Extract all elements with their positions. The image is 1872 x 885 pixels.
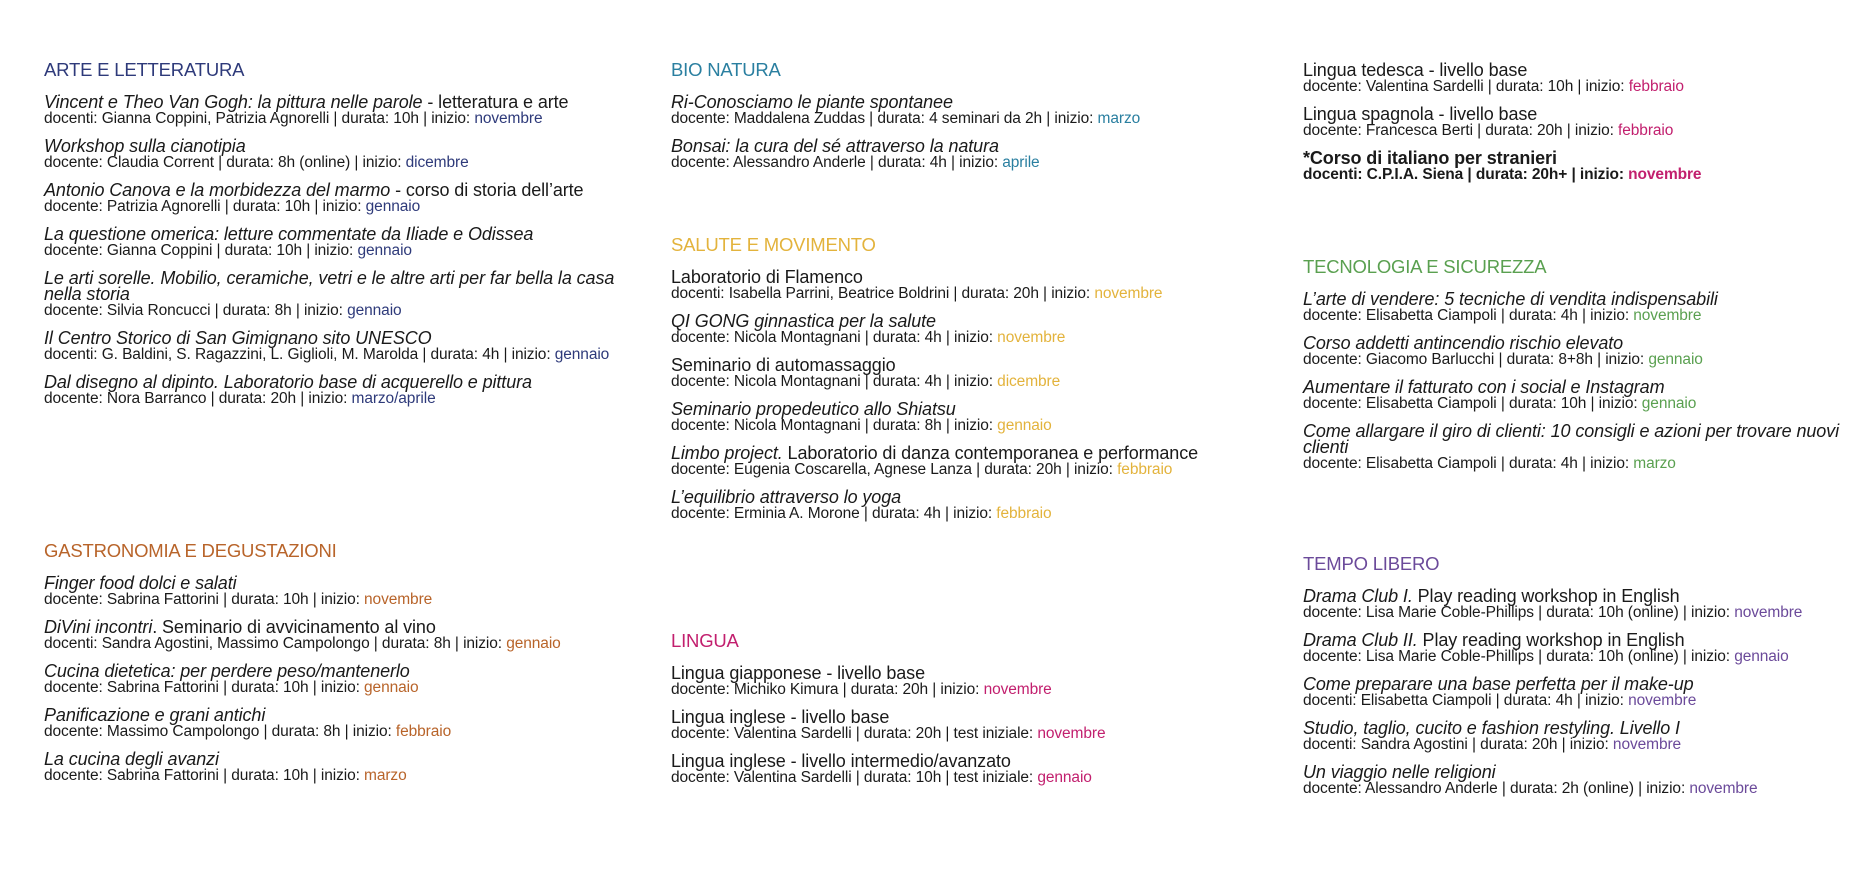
course-meta: docente: Sabrina Fattorini | durata: 10h | inizio: — [44, 767, 365, 784]
course-start: marzo — [364, 767, 407, 784]
course-meta: docente: Valentina Sardelli | durata: 20h | test iniziale: — [671, 725, 1038, 742]
course-start: novembre — [364, 591, 433, 608]
course-title: Un viaggio nelle religioni — [1303, 762, 1496, 782]
course-item — [671, 489, 1261, 523]
course-item — [1303, 632, 1863, 666]
course-item — [671, 665, 1261, 699]
course-item — [44, 751, 634, 785]
course-meta: docente: Alessandro Anderle | durata: 4h | inizio: — [671, 154, 1003, 171]
course-meta: docenti: G. Baldini, S. Ragazzini, L. Giglioli, M. Marolda | durata: 4h | inizio: — [44, 346, 555, 363]
course-meta: docenti: Elisabetta Ciampoli | durata: 4h | inizio: — [1303, 692, 1629, 709]
course-title: Cucina dietetica: per perdere peso/mantenerlo — [44, 661, 410, 681]
section-tempo-libero — [1303, 553, 1863, 808]
course-start: marzo — [1097, 110, 1141, 127]
course-item — [671, 709, 1261, 743]
course-meta: docente: Silvia Roncucci | durata: 8h | inizio: — [44, 302, 348, 319]
course-title: Panificazione e grani antichi — [44, 705, 266, 725]
course-item — [1303, 150, 1863, 184]
course-start: dicembre — [997, 373, 1061, 390]
course-title-suffix: - corso di storia dell’arte — [390, 180, 584, 200]
course-item — [1303, 588, 1863, 622]
section-heading: SALUTE E MOVIMENTO — [671, 234, 876, 255]
section-heading: TEMPO LIBERO — [1303, 553, 1440, 574]
course-title-suffix: Lingua inglese - livello base — [671, 707, 890, 727]
course-start: dicembre — [405, 154, 469, 171]
course-title: L’arte di vendere: 5 tecniche di vendita indispensabili — [1303, 289, 1718, 309]
course-title: Drama Club I. — [1303, 586, 1413, 606]
section-heading: LINGUA — [671, 630, 739, 651]
course-start: gennaio — [554, 346, 610, 363]
course-item — [671, 94, 1261, 128]
course-item — [1303, 291, 1863, 325]
course-meta: docente: Eugenia Coscarella, Agnese Lanza | durata: 20h | inizio: — [671, 461, 1118, 478]
course-title: Finger food dolci e salati — [44, 573, 237, 593]
course-item — [1303, 720, 1863, 754]
section-lingua — [671, 630, 1261, 797]
course-start: febbraio — [395, 723, 452, 740]
course-item — [44, 94, 634, 128]
course-item — [44, 138, 634, 172]
course-start: gennaio — [1037, 769, 1092, 786]
section-lingua-continued — [1303, 62, 1863, 194]
course-meta: docente: Francesca Berti | durata: 20h | inizio: — [1303, 122, 1619, 139]
course-start: febbraio — [1117, 461, 1173, 478]
course-start: febbraio — [996, 505, 1052, 522]
course-meta: docente: Sabrina Fattorini | durata: 10h | inizio: — [44, 679, 365, 696]
course-meta: docente: Massimo Campolongo | durata: 8h | inizio: — [44, 723, 396, 740]
course-title: Bonsai: la cura del sé attraverso la natura — [671, 136, 999, 156]
section-heading: ARTE E LETTERATURA — [44, 59, 245, 80]
course-meta: docente: Patrizia Agnorelli | durata: 10h | inizio: — [44, 198, 366, 215]
course-meta: docente: Nicola Montagnani | durata: 4h | inizio: — [671, 329, 998, 346]
course-title-suffix: Lingua tedesca - livello base — [1303, 60, 1528, 80]
course-start: aprile — [1002, 154, 1040, 171]
course-meta: docente: Nora Barranco | durata: 20h | inizio: — [44, 390, 352, 407]
course-start: novembre — [983, 681, 1052, 698]
course-start: gennaio — [357, 242, 412, 259]
section-heading: GASTRONOMIA E DEGUSTAZIONI — [44, 540, 337, 561]
course-start: novembre — [1037, 725, 1106, 742]
course-meta: docenti: Sandra Agostini | durata: 20h | inizio: — [1303, 736, 1613, 753]
course-start: novembre — [997, 329, 1066, 346]
course-item — [1303, 379, 1863, 413]
course-meta: docente: Maddalena Zuddas | durata: 4 seminari da 2h | inizio: — [671, 110, 1098, 127]
course-meta: docente: Michiko Kimura | durata: 20h | inizio: — [671, 681, 984, 698]
section-gastronomia-e-degustazioni — [44, 540, 634, 795]
course-meta: docente: Valentina Sardelli | durata: 10h | inizio: — [1303, 78, 1629, 95]
course-title: Antonio Canova e la morbidezza del marmo — [44, 180, 391, 200]
course-title: Limbo project. — [671, 443, 783, 463]
course-meta: docente: Elisabetta Ciampoli | durata: 4h | inizio: — [1303, 307, 1634, 324]
course-start: novembre — [1628, 692, 1697, 709]
course-title: Ri-Conosciamo le piante spontanee — [671, 92, 953, 112]
course-title: Come preparare una base perfetta per il make-up — [1303, 674, 1694, 694]
course-item — [44, 619, 634, 653]
course-item — [1303, 335, 1863, 369]
course-item — [671, 357, 1261, 391]
course-item — [44, 330, 634, 364]
course-item — [671, 313, 1261, 347]
course-title: Corso addetti antincendio rischio elevato — [1303, 333, 1624, 353]
course-item — [1303, 676, 1863, 710]
course-title: DiVini incontri — [44, 617, 153, 637]
section-heading: TECNOLOGIA E SICUREZZA — [1303, 256, 1547, 277]
section-bio-natura — [671, 59, 1261, 182]
course-item — [44, 707, 634, 741]
course-title: Dal disegno al dipinto. Laboratorio base di acquerello e pittura — [44, 372, 532, 392]
course-meta: docente: Nicola Montagnani | durata: 4h | inizio: — [671, 373, 998, 390]
course-meta: docente: Giacomo Barlucchi | durata: 8+8h | inizio: — [1303, 351, 1649, 368]
course-title-suffix: Play reading workshop in English — [1412, 586, 1680, 606]
course-title-suffix: Play reading workshop in English — [1417, 630, 1685, 650]
course-start: gennaio — [1641, 395, 1697, 412]
course-start: febbraio — [1618, 122, 1674, 139]
course-start: gennaio — [1648, 351, 1703, 368]
course-item — [44, 270, 634, 320]
course-title-suffix: Lingua inglese - livello intermedio/avanzato — [671, 751, 1011, 771]
course-item — [44, 182, 634, 216]
course-start: febbraio — [1628, 78, 1684, 95]
course-title: Il Centro Storico di San Gimignano sito UNESCO — [44, 328, 432, 348]
course-item — [44, 575, 634, 609]
course-item — [1303, 106, 1863, 140]
course-title: L’equilibrio attraverso lo yoga — [671, 487, 902, 507]
course-meta: docenti: Gianna Coppini, Patrizia Agnorelli | durata: 10h | inizio: — [44, 110, 475, 127]
course-item — [1303, 764, 1863, 798]
course-title: Come allargare il giro di clienti: 10 consigli e azioni per trovare nuovi clienti — [1303, 421, 1839, 457]
course-title: La cucina degli avanzi — [44, 749, 219, 769]
course-start: novembre — [1689, 780, 1758, 797]
course-start: novembre — [1094, 285, 1163, 302]
course-start: marzo — [1633, 455, 1676, 472]
course-item — [671, 401, 1261, 435]
course-title: Le arti sorelle. Mobilio, ceramiche, vetri e le altre arti per far bella la casa nella storia — [44, 268, 615, 304]
course-title-suffix: Lingua giapponese - livello base — [671, 663, 925, 683]
course-start: novembre — [1734, 604, 1803, 621]
course-meta: docente: Gianna Coppini | durata: 10h | inizio: — [44, 242, 358, 259]
course-item — [1303, 423, 1863, 473]
course-start: novembre — [1612, 736, 1682, 753]
course-item — [44, 663, 634, 697]
section-tecnologia-e-sicurezza — [1303, 256, 1863, 483]
course-meta: docente: Elisabetta Ciampoli | durata: 10h | inizio: — [1303, 395, 1642, 412]
course-title-suffix: *Corso di italiano per stranieri — [1303, 148, 1557, 168]
course-start: gennaio — [364, 679, 419, 696]
course-title: Workshop sulla cianotipia — [44, 136, 246, 156]
course-meta: docente: Nicola Montagnani | durata: 8h | inizio: — [671, 417, 998, 434]
course-start: gennaio — [1734, 648, 1789, 665]
course-meta: docente: Lisa Marie Coble-Phillips | durata: 10h (online) | inizio: — [1303, 604, 1735, 621]
course-title: Drama Club II. — [1303, 630, 1418, 650]
course-title: QI GONG ginnastica per la salute — [671, 311, 936, 331]
course-item — [671, 138, 1261, 172]
course-item — [44, 374, 634, 408]
course-meta: docente: Erminia A. Morone | durata: 4h | inizio: — [671, 505, 997, 522]
course-title: Vincent e Theo Van Gogh: la pittura nelle parole — [44, 92, 423, 112]
course-title-suffix: Laboratorio di Flamenco — [671, 267, 863, 287]
course-title: Aumentare il fatturato con i social e Instagram — [1303, 377, 1665, 397]
course-meta: docente: Sabrina Fattorini | durata: 10h | inizio: — [44, 591, 365, 608]
section-heading: BIO NATURA — [671, 59, 781, 80]
course-item — [671, 445, 1261, 479]
course-item — [44, 226, 634, 260]
section-arte-e-letteratura — [44, 59, 634, 418]
course-meta: docente: Lisa Marie Coble-Phillips | durata: 10h (online) | inizio: — [1303, 648, 1735, 665]
course-title: Seminario propedeutico allo Shiatsu — [671, 399, 956, 419]
course-meta: docenti: Isabella Parrini, Beatrice Boldrini | durata: 20h | inizio: — [671, 285, 1095, 302]
section-salute-e-movimento — [671, 234, 1261, 533]
course-title-suffix: Seminario di automassaggio — [671, 355, 896, 375]
course-title-suffix: - letteratura e arte — [422, 92, 569, 112]
course-title-suffix: Lingua spagnola - livello base — [1303, 104, 1538, 124]
course-start: gennaio — [997, 417, 1052, 434]
course-start: novembre — [1628, 166, 1702, 183]
course-meta: docenti: Sandra Agostini, Massimo Campolongo | durata: 8h | inizio: — [44, 635, 507, 652]
course-title-suffix: Laboratorio di danza contemporanea e performance — [782, 443, 1199, 463]
course-start: gennaio — [506, 635, 561, 652]
course-item — [671, 269, 1261, 303]
course-meta: docente: Claudia Corrent | durata: 8h (online) | inizio: — [44, 154, 406, 171]
course-title-suffix: . Seminario di avvicinamento al vino — [152, 617, 436, 637]
course-title: La questione omerica: letture commentate da Iliade e Odissea — [44, 224, 534, 244]
course-meta: docente: Alessandro Anderle | durata: 2h (online) | inizio: — [1303, 780, 1690, 797]
course-item — [1303, 62, 1863, 96]
course-start: gennaio — [365, 198, 421, 215]
course-start: novembre — [474, 110, 543, 127]
course-item — [671, 753, 1261, 787]
course-title: Studio, taglio, cucito e fashion restyling. Livello I — [1303, 718, 1680, 738]
course-start: marzo/aprile — [351, 390, 436, 407]
course-start: gennaio — [347, 302, 402, 319]
course-meta: docente: Elisabetta Ciampoli | durata: 4h | inizio: — [1303, 455, 1634, 472]
course-meta: docenti: C.P.I.A. Siena | durata: 20h+ | inizio: — [1303, 166, 1629, 183]
course-start: novembre — [1633, 307, 1702, 324]
course-meta: docente: Valentina Sardelli | durata: 10h | test iniziale: — [671, 769, 1038, 786]
